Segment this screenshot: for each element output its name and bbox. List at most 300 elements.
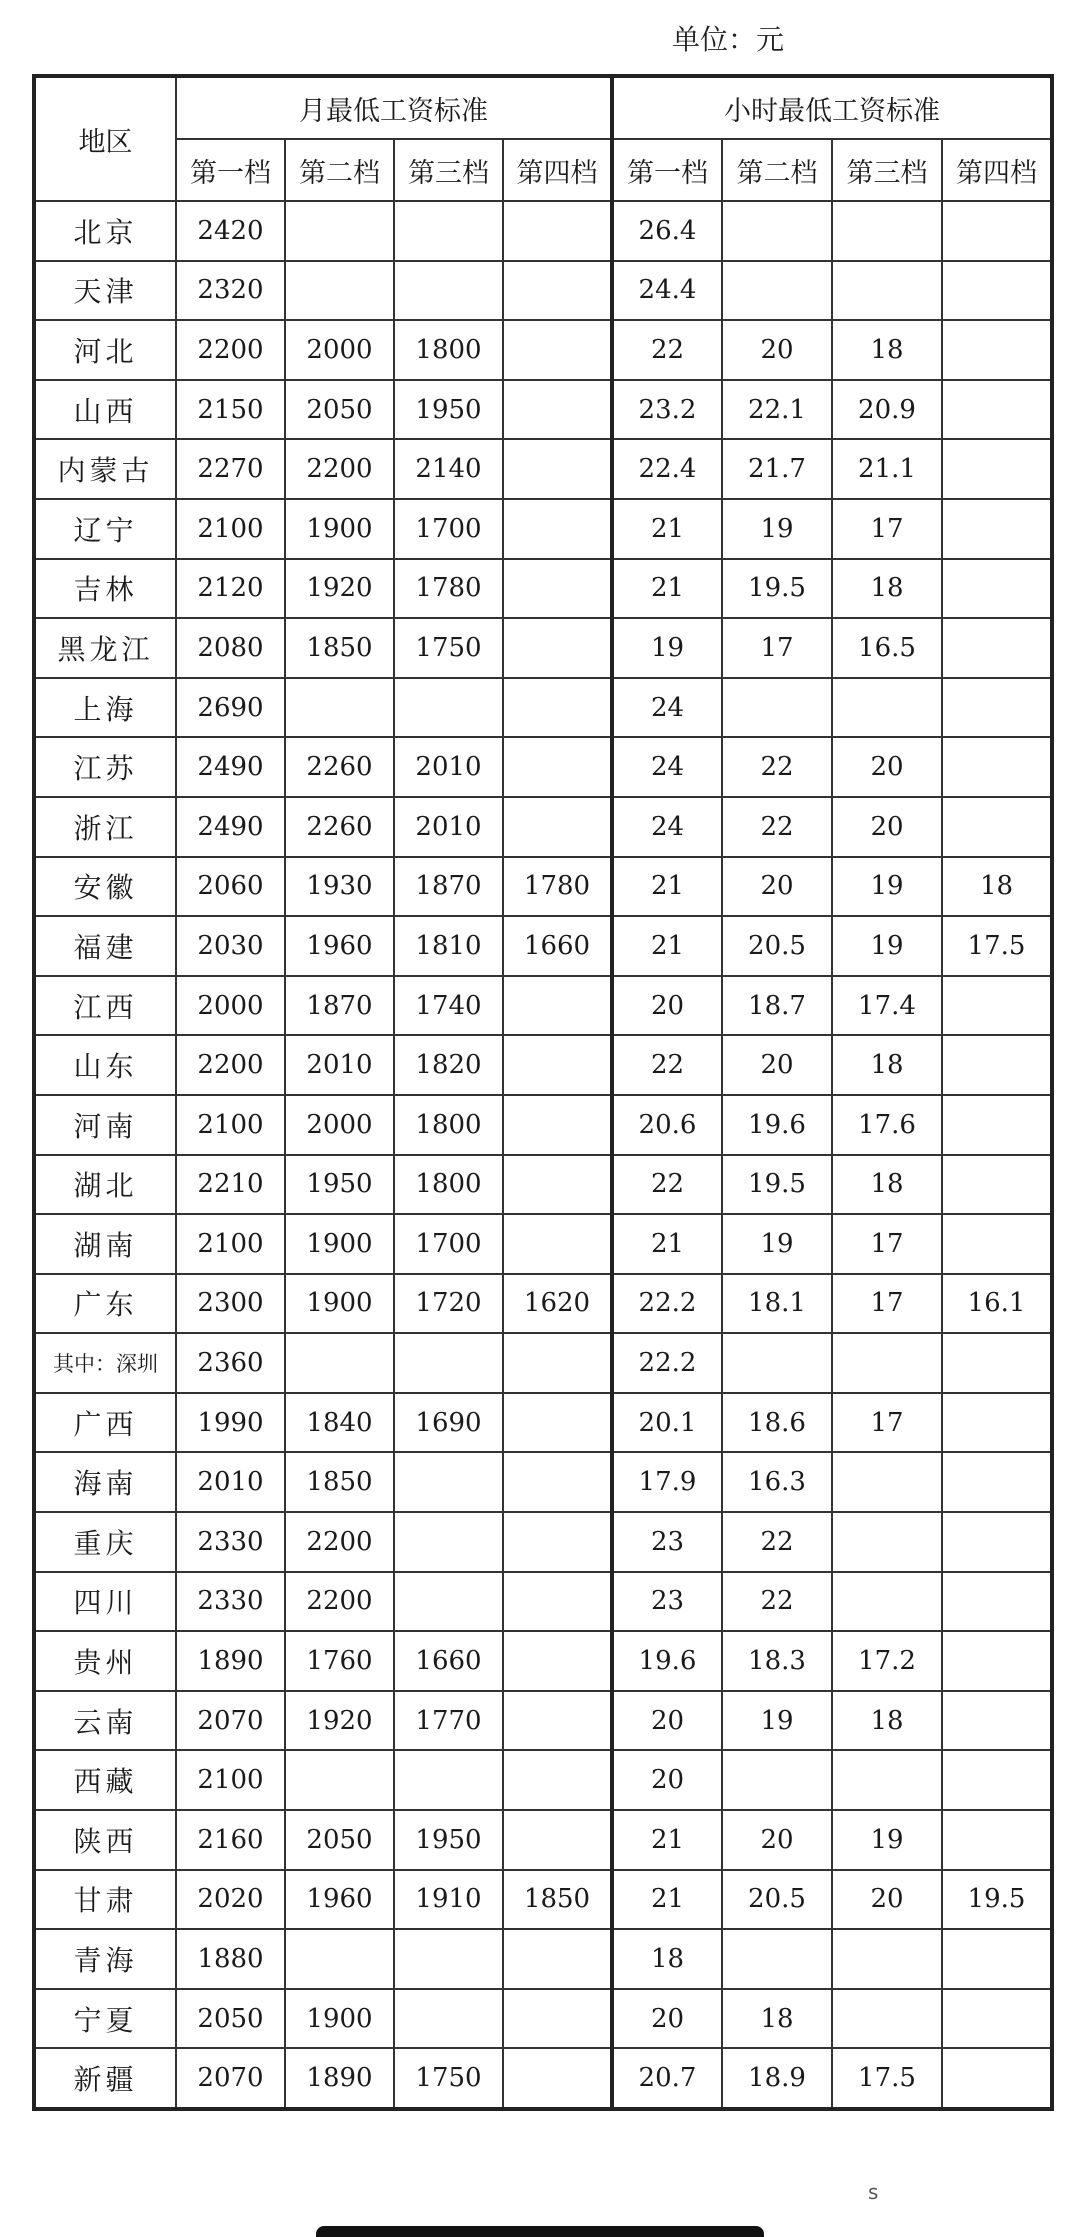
monthly-tier-1-cell: 2490 <box>176 737 285 797</box>
hourly-tier-1-cell: 21 <box>612 1214 722 1274</box>
hourly-tier-4-cell <box>942 261 1052 321</box>
hourly-tier-1-cell: 21 <box>612 559 722 619</box>
monthly-tier-2-cell <box>285 1750 394 1810</box>
region-cell: 甘肃 <box>34 1870 176 1930</box>
monthly-tier-1-cell: 2100 <box>176 1095 285 1155</box>
hourly-tier-1-cell: 23.2 <box>612 380 722 440</box>
monthly-tier-2-cell: 1850 <box>285 1452 394 1512</box>
footer-mark: s <box>868 2180 879 2204</box>
hourly-tier-2-cell: 19.5 <box>722 1155 832 1215</box>
table-row <box>34 976 1052 1036</box>
region-cell: 其中：深圳 <box>34 1333 176 1393</box>
hourly-tier-1-cell: 24.4 <box>612 261 722 321</box>
monthly-tier-4-cell <box>503 1631 612 1691</box>
hourly-tier-3-cell: 17.5 <box>832 2048 942 2109</box>
hourly-tier-4-cell <box>942 678 1052 738</box>
monthly-tier-3-cell: 1690 <box>394 1393 503 1453</box>
monthly-tier-1-cell: 2070 <box>176 2048 285 2109</box>
hourly-tier-4-cell <box>942 559 1052 619</box>
monthly-tier-3-cell: 1660 <box>394 1631 503 1691</box>
hourly-tier-2-cell: 18 <box>722 1989 832 2049</box>
monthly-tier-2-cell: 2010 <box>285 1035 394 1095</box>
hourly-tier-3-cell: 18 <box>832 320 942 380</box>
table-row <box>34 737 1052 797</box>
monthly-tier-3-cell <box>394 1989 503 2049</box>
table-row <box>34 618 1052 678</box>
hourly-tier-1-cell: 20.1 <box>612 1393 722 1453</box>
hourly-tier-2-cell: 22 <box>722 1512 832 1572</box>
hourly-tier-2-cell: 18.6 <box>722 1393 832 1453</box>
monthly-tier-1-cell: 2120 <box>176 559 285 619</box>
monthly-tier-2-cell: 1840 <box>285 1393 394 1453</box>
monthly-tier-1-header: 第一档 <box>176 139 285 201</box>
hourly-tier-2-cell: 18.7 <box>722 976 832 1036</box>
hourly-tier-3-cell: 20 <box>832 737 942 797</box>
hourly-tier-1-cell: 19.6 <box>612 1631 722 1691</box>
table-row <box>34 916 1052 976</box>
hourly-tier-1-cell: 22.2 <box>612 1333 722 1393</box>
hourly-tier-3-cell <box>832 201 942 261</box>
monthly-tier-3-cell <box>394 678 503 738</box>
monthly-tier-2-cell: 2000 <box>285 320 394 380</box>
monthly-tier-3-cell: 1750 <box>394 2048 503 2109</box>
hourly-tier-2-cell <box>722 678 832 738</box>
monthly-tier-1-cell: 2160 <box>176 1810 285 1870</box>
monthly-tier-1-cell: 2320 <box>176 261 285 321</box>
hourly-tier-2-cell: 22.1 <box>722 380 832 440</box>
hourly-tier-4-cell <box>942 1929 1052 1989</box>
hourly-tier-3-cell: 18 <box>832 1035 942 1095</box>
monthly-tier-3-cell: 1800 <box>394 1095 503 1155</box>
monthly-tier-2-cell: 1960 <box>285 1870 394 1930</box>
region-cell: 上海 <box>34 678 176 738</box>
monthly-header: 月最低工资标准 <box>176 76 612 139</box>
hourly-tier-4-cell <box>942 320 1052 380</box>
hourly-tier-3-cell: 17 <box>832 1274 942 1334</box>
hourly-tier-4-header: 第四档 <box>942 139 1052 201</box>
hourly-tier-3-cell: 18 <box>832 1691 942 1751</box>
hourly-tier-1-cell: 20 <box>612 976 722 1036</box>
region-cell: 内蒙古 <box>34 439 176 499</box>
monthly-tier-3-cell: 1720 <box>394 1274 503 1334</box>
hourly-tier-1-cell: 20 <box>612 1750 722 1810</box>
monthly-tier-3-cell: 1700 <box>394 499 503 559</box>
monthly-tier-2-cell: 1960 <box>285 916 394 976</box>
hourly-tier-4-cell <box>942 2048 1052 2109</box>
table-row <box>34 2048 1052 2109</box>
hourly-tier-3-cell <box>832 1572 942 1632</box>
hourly-tier-4-cell: 17.5 <box>942 916 1052 976</box>
monthly-tier-1-cell: 2420 <box>176 201 285 261</box>
monthly-tier-4-cell <box>503 2048 612 2109</box>
hourly-tier-2-cell: 20 <box>722 1035 832 1095</box>
hourly-tier-3-cell: 20 <box>832 797 942 857</box>
hourly-tier-4-cell <box>942 1750 1052 1810</box>
hourly-tier-2-cell: 20.5 <box>722 916 832 976</box>
table-row <box>34 1572 1052 1632</box>
hourly-tier-4-cell <box>942 1214 1052 1274</box>
region-cell: 黑龙江 <box>34 618 176 678</box>
monthly-tier-4-cell <box>503 1572 612 1632</box>
region-cell: 贵州 <box>34 1631 176 1691</box>
region-cell: 江西 <box>34 976 176 1036</box>
monthly-tier-2-cell: 2050 <box>285 380 394 440</box>
region-header: 地区 <box>34 76 176 201</box>
monthly-tier-2-cell: 2000 <box>285 1095 394 1155</box>
hourly-tier-1-cell: 22 <box>612 320 722 380</box>
hourly-tier-4-cell <box>942 1035 1052 1095</box>
region-cell: 福建 <box>34 916 176 976</box>
region-cell: 江苏 <box>34 737 176 797</box>
hourly-tier-1-cell: 23 <box>612 1572 722 1632</box>
monthly-tier-1-cell: 2300 <box>176 1274 285 1334</box>
table-row <box>34 1512 1052 1572</box>
header-row-tiers <box>34 139 1052 201</box>
hourly-tier-4-cell <box>942 976 1052 1036</box>
monthly-tier-4-cell <box>503 1810 612 1870</box>
hourly-tier-2-cell: 19 <box>722 1214 832 1274</box>
hourly-tier-3-cell: 17.6 <box>832 1095 942 1155</box>
hourly-tier-3-cell: 17 <box>832 1214 942 1274</box>
region-cell: 河南 <box>34 1095 176 1155</box>
monthly-tier-1-cell: 2360 <box>176 1333 285 1393</box>
hourly-tier-2-cell: 20 <box>722 857 832 917</box>
hourly-tier-4-cell <box>942 1989 1052 2049</box>
region-cell: 四川 <box>34 1572 176 1632</box>
hourly-tier-4-cell <box>942 1452 1052 1512</box>
monthly-tier-2-cell: 1760 <box>285 1631 394 1691</box>
hourly-tier-3-cell: 18 <box>832 1155 942 1215</box>
monthly-tier-2-cell <box>285 1333 394 1393</box>
table-row <box>34 1214 1052 1274</box>
monthly-tier-1-cell: 1880 <box>176 1929 285 1989</box>
hourly-tier-3-cell: 19 <box>832 857 942 917</box>
hourly-tier-2-cell <box>722 1750 832 1810</box>
hourly-tier-3-cell: 21.1 <box>832 439 942 499</box>
table-row <box>34 1095 1052 1155</box>
monthly-tier-3-cell: 2140 <box>394 439 503 499</box>
table-row <box>34 1155 1052 1215</box>
hourly-tier-1-cell: 21 <box>612 1870 722 1930</box>
monthly-tier-1-cell: 2330 <box>176 1572 285 1632</box>
hourly-tier-1-cell: 20.6 <box>612 1095 722 1155</box>
monthly-tier-4-cell: 1620 <box>503 1274 612 1334</box>
monthly-tier-2-cell: 2260 <box>285 797 394 857</box>
region-cell: 辽宁 <box>34 499 176 559</box>
hourly-tier-1-cell: 22.2 <box>612 1274 722 1334</box>
monthly-tier-2-cell: 1930 <box>285 857 394 917</box>
hourly-tier-3-cell: 18 <box>832 559 942 619</box>
hourly-tier-3-cell <box>832 678 942 738</box>
monthly-tier-1-cell: 2150 <box>176 380 285 440</box>
hourly-tier-1-cell: 21 <box>612 499 722 559</box>
region-cell: 陕西 <box>34 1810 176 1870</box>
monthly-tier-3-cell: 1780 <box>394 559 503 619</box>
hourly-tier-1-cell: 22 <box>612 1035 722 1095</box>
hourly-tier-4-cell <box>942 1512 1052 1572</box>
monthly-tier-3-cell: 1910 <box>394 1870 503 1930</box>
hourly-tier-1-cell: 17.9 <box>612 1452 722 1512</box>
monthly-tier-3-cell <box>394 1572 503 1632</box>
table-row <box>34 559 1052 619</box>
hourly-tier-1-header: 第一档 <box>612 139 722 201</box>
hourly-tier-2-cell <box>722 1929 832 1989</box>
hourly-tier-2-cell: 22 <box>722 737 832 797</box>
hourly-tier-4-cell <box>942 201 1052 261</box>
hourly-tier-2-cell: 20 <box>722 320 832 380</box>
monthly-tier-4-cell <box>503 797 612 857</box>
hourly-tier-2-cell: 20.5 <box>722 1870 832 1930</box>
monthly-tier-2-cell: 2200 <box>285 1512 394 1572</box>
monthly-tier-2-cell: 1920 <box>285 559 394 619</box>
region-cell: 北京 <box>34 201 176 261</box>
monthly-tier-3-cell: 1700 <box>394 1214 503 1274</box>
hourly-tier-4-cell <box>942 499 1052 559</box>
monthly-tier-1-cell: 2000 <box>176 976 285 1036</box>
region-cell: 吉林 <box>34 559 176 619</box>
hourly-tier-4-cell <box>942 1572 1052 1632</box>
monthly-tier-1-cell: 2270 <box>176 439 285 499</box>
monthly-tier-4-cell <box>503 201 612 261</box>
monthly-tier-4-cell <box>503 1393 612 1453</box>
monthly-tier-2-cell: 1900 <box>285 1274 394 1334</box>
region-cell: 湖南 <box>34 1214 176 1274</box>
monthly-tier-4-cell <box>503 1214 612 1274</box>
monthly-tier-3-cell: 1800 <box>394 1155 503 1215</box>
hourly-tier-4-cell <box>942 380 1052 440</box>
table-row <box>34 1691 1052 1751</box>
hourly-tier-4-cell: 16.1 <box>942 1274 1052 1334</box>
monthly-tier-4-cell <box>503 737 612 797</box>
table-row <box>34 797 1052 857</box>
monthly-tier-4-cell <box>503 976 612 1036</box>
region-cell: 青海 <box>34 1929 176 1989</box>
header-row-top <box>34 76 1052 139</box>
hourly-tier-1-cell: 22 <box>612 1155 722 1215</box>
hourly-tier-2-cell: 21.7 <box>722 439 832 499</box>
monthly-tier-1-cell: 1890 <box>176 1631 285 1691</box>
region-cell: 山东 <box>34 1035 176 1095</box>
region-cell: 重庆 <box>34 1512 176 1572</box>
monthly-tier-4-header: 第四档 <box>503 139 612 201</box>
monthly-tier-3-cell: 1950 <box>394 1810 503 1870</box>
monthly-tier-1-cell: 2200 <box>176 1035 285 1095</box>
monthly-tier-4-cell <box>503 1155 612 1215</box>
hourly-tier-2-cell: 18.1 <box>722 1274 832 1334</box>
hourly-tier-3-cell: 17.4 <box>832 976 942 1036</box>
monthly-tier-4-cell: 1780 <box>503 857 612 917</box>
region-cell: 湖北 <box>34 1155 176 1215</box>
minimum-wage-table <box>32 74 1054 2111</box>
monthly-tier-1-cell: 2330 <box>176 1512 285 1572</box>
monthly-tier-3-cell <box>394 1929 503 1989</box>
monthly-tier-4-cell <box>503 380 612 440</box>
home-indicator[interactable] <box>316 2226 764 2237</box>
monthly-tier-2-cell: 1900 <box>285 1214 394 1274</box>
monthly-tier-3-cell <box>394 1452 503 1512</box>
table-row <box>34 201 1052 261</box>
region-cell: 云南 <box>34 1691 176 1751</box>
monthly-tier-2-header: 第二档 <box>285 139 394 201</box>
monthly-tier-3-cell <box>394 1512 503 1572</box>
monthly-tier-3-cell: 1870 <box>394 857 503 917</box>
hourly-tier-2-cell: 19 <box>722 499 832 559</box>
table-row <box>34 1274 1052 1334</box>
table-row <box>34 1035 1052 1095</box>
hourly-tier-1-cell: 23 <box>612 1512 722 1572</box>
monthly-tier-1-cell: 2080 <box>176 618 285 678</box>
hourly-tier-3-cell <box>832 1929 942 1989</box>
monthly-tier-4-cell <box>503 1512 612 1572</box>
hourly-tier-1-cell: 19 <box>612 618 722 678</box>
monthly-tier-1-cell: 2050 <box>176 1989 285 2049</box>
hourly-tier-1-cell: 24 <box>612 678 722 738</box>
monthly-tier-3-cell: 1820 <box>394 1035 503 1095</box>
hourly-tier-4-cell <box>942 1095 1052 1155</box>
hourly-tier-1-cell: 21 <box>612 916 722 976</box>
hourly-tier-4-cell <box>942 737 1052 797</box>
hourly-tier-3-header: 第三档 <box>832 139 942 201</box>
monthly-tier-1-cell: 2490 <box>176 797 285 857</box>
monthly-tier-2-cell <box>285 1929 394 1989</box>
monthly-tier-3-cell: 1740 <box>394 976 503 1036</box>
hourly-tier-2-cell: 18.3 <box>722 1631 832 1691</box>
monthly-tier-3-cell <box>394 1333 503 1393</box>
hourly-tier-2-cell: 22 <box>722 797 832 857</box>
monthly-tier-1-cell: 2210 <box>176 1155 285 1215</box>
monthly-tier-4-cell <box>503 261 612 321</box>
monthly-tier-4-cell <box>503 618 612 678</box>
hourly-tier-3-cell <box>832 1333 942 1393</box>
monthly-tier-4-cell <box>503 1035 612 1095</box>
hourly-tier-2-cell: 19.5 <box>722 559 832 619</box>
table-row <box>34 1989 1052 2049</box>
monthly-tier-4-cell: 1850 <box>503 1870 612 1930</box>
hourly-tier-4-cell <box>942 1333 1052 1393</box>
region-cell: 海南 <box>34 1452 176 1512</box>
monthly-tier-3-cell: 1950 <box>394 380 503 440</box>
hourly-tier-3-cell: 17 <box>832 1393 942 1453</box>
monthly-tier-3-cell: 1800 <box>394 320 503 380</box>
monthly-tier-1-cell: 2100 <box>176 499 285 559</box>
hourly-tier-3-cell <box>832 1452 942 1512</box>
region-cell: 西藏 <box>34 1750 176 1810</box>
hourly-tier-1-cell: 22.4 <box>612 439 722 499</box>
table-row <box>34 1870 1052 1930</box>
hourly-tier-3-cell <box>832 261 942 321</box>
hourly-tier-2-cell <box>722 201 832 261</box>
region-cell: 山西 <box>34 380 176 440</box>
region-cell: 广东 <box>34 1274 176 1334</box>
hourly-tier-3-cell: 19 <box>832 1810 942 1870</box>
hourly-tier-2-cell: 22 <box>722 1572 832 1632</box>
monthly-tier-3-cell <box>394 261 503 321</box>
monthly-tier-2-cell: 1870 <box>285 976 394 1036</box>
monthly-tier-1-cell: 2030 <box>176 916 285 976</box>
monthly-tier-1-cell: 2690 <box>176 678 285 738</box>
hourly-tier-4-cell <box>942 618 1052 678</box>
monthly-tier-2-cell: 1920 <box>285 1691 394 1751</box>
region-cell: 宁夏 <box>34 1989 176 2049</box>
hourly-tier-2-cell: 19.6 <box>722 1095 832 1155</box>
hourly-tier-2-cell <box>722 261 832 321</box>
table-row <box>34 1333 1052 1393</box>
monthly-tier-4-cell <box>503 1691 612 1751</box>
monthly-tier-1-cell: 2060 <box>176 857 285 917</box>
monthly-tier-4-cell <box>503 1989 612 2049</box>
table-row <box>34 1452 1052 1512</box>
table-row <box>34 678 1052 738</box>
hourly-tier-2-cell: 18.9 <box>722 2048 832 2109</box>
table-row <box>34 857 1052 917</box>
monthly-tier-1-cell: 2100 <box>176 1214 285 1274</box>
region-cell: 安徽 <box>34 857 176 917</box>
monthly-tier-2-cell: 2260 <box>285 737 394 797</box>
monthly-tier-2-cell: 2050 <box>285 1810 394 1870</box>
monthly-tier-1-cell: 2010 <box>176 1452 285 1512</box>
hourly-tier-2-header: 第二档 <box>722 139 832 201</box>
monthly-tier-4-cell <box>503 559 612 619</box>
hourly-tier-1-cell: 20 <box>612 1691 722 1751</box>
table-row <box>34 1929 1052 1989</box>
hourly-tier-1-cell: 21 <box>612 857 722 917</box>
hourly-tier-3-cell: 19 <box>832 916 942 976</box>
unit-label: 单位：元 <box>672 23 785 56</box>
hourly-tier-4-cell <box>942 1155 1052 1215</box>
monthly-tier-2-cell: 2200 <box>285 1572 394 1632</box>
hourly-tier-1-cell: 20.7 <box>612 2048 722 2109</box>
monthly-tier-2-cell: 1850 <box>285 618 394 678</box>
monthly-tier-2-cell <box>285 678 394 738</box>
hourly-tier-3-cell <box>832 1989 942 2049</box>
region-cell: 河北 <box>34 320 176 380</box>
hourly-tier-3-cell: 20 <box>832 1870 942 1930</box>
hourly-tier-4-cell <box>942 1631 1052 1691</box>
monthly-tier-2-cell: 1900 <box>285 499 394 559</box>
monthly-tier-4-cell <box>503 499 612 559</box>
hourly-tier-1-cell: 26.4 <box>612 201 722 261</box>
monthly-tier-2-cell: 1900 <box>285 1989 394 2049</box>
monthly-tier-1-cell: 1990 <box>176 1393 285 1453</box>
monthly-tier-4-cell: 1660 <box>503 916 612 976</box>
hourly-tier-2-cell: 19 <box>722 1691 832 1751</box>
hourly-tier-2-cell <box>722 1333 832 1393</box>
monthly-tier-1-cell: 2100 <box>176 1750 285 1810</box>
monthly-tier-3-header: 第三档 <box>394 139 503 201</box>
monthly-tier-2-cell <box>285 201 394 261</box>
table-row <box>34 499 1052 559</box>
table-row <box>34 439 1052 499</box>
monthly-tier-4-cell <box>503 1095 612 1155</box>
table-row <box>34 261 1052 321</box>
region-cell: 浙江 <box>34 797 176 857</box>
table-row <box>34 1393 1052 1453</box>
monthly-tier-1-cell: 2070 <box>176 1691 285 1751</box>
monthly-tier-2-cell <box>285 261 394 321</box>
monthly-tier-3-cell: 2010 <box>394 737 503 797</box>
hourly-tier-4-cell <box>942 797 1052 857</box>
monthly-tier-4-cell <box>503 1929 612 1989</box>
hourly-tier-3-cell: 17.2 <box>832 1631 942 1691</box>
hourly-tier-1-cell: 24 <box>612 737 722 797</box>
monthly-tier-3-cell <box>394 201 503 261</box>
hourly-tier-1-cell: 20 <box>612 1989 722 2049</box>
monthly-tier-3-cell <box>394 1750 503 1810</box>
hourly-tier-2-cell: 20 <box>722 1810 832 1870</box>
hourly-tier-3-cell <box>832 1750 942 1810</box>
region-cell: 新疆 <box>34 2048 176 2109</box>
table-row <box>34 1810 1052 1870</box>
